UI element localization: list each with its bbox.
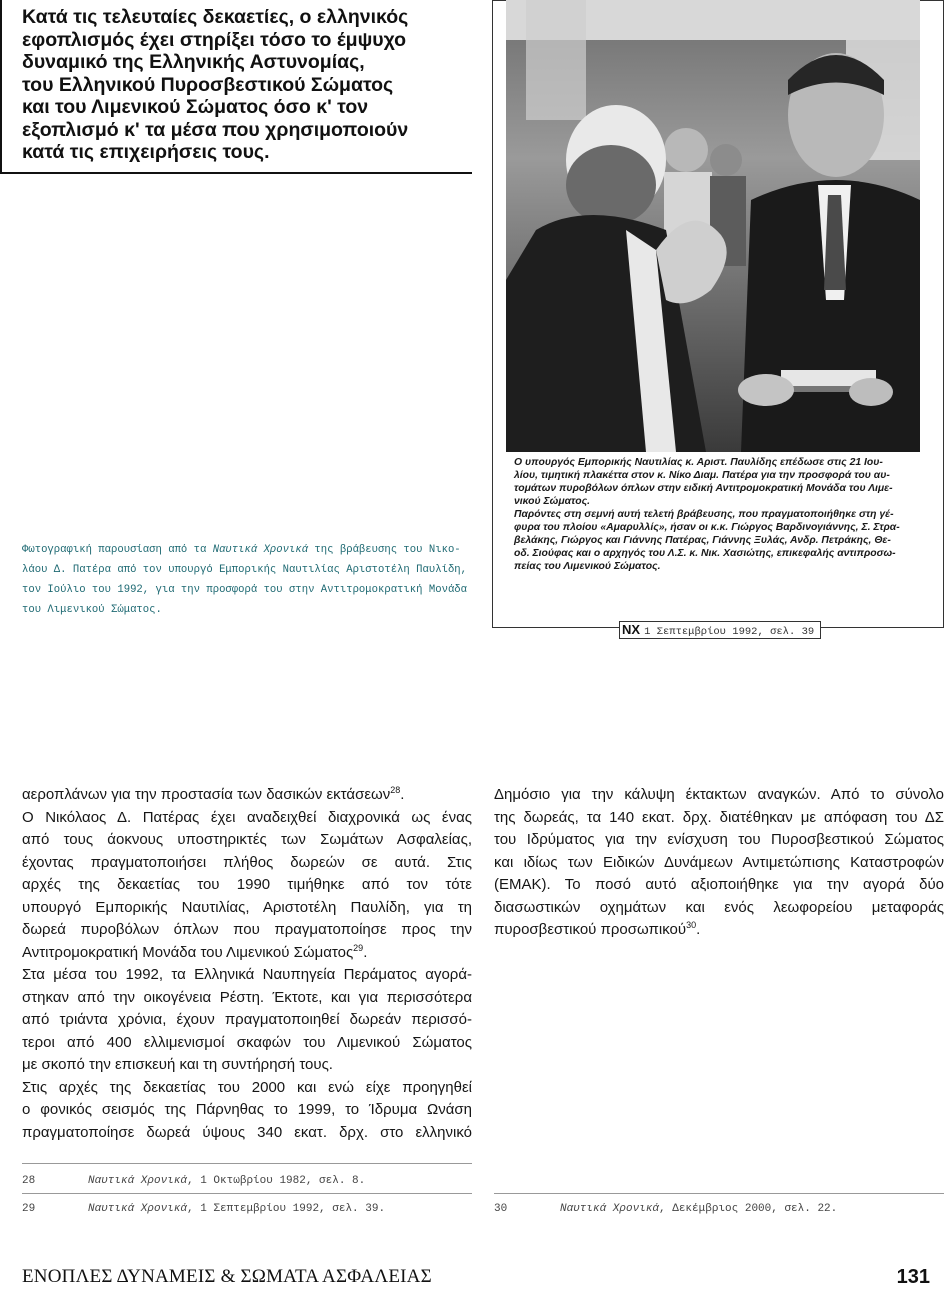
body-line: έχοντας πραγματοποιήσει πλήθος δωρεών σε αυτά. Στις bbox=[22, 853, 472, 871]
clipping-caption-line: νικού Σώματος. bbox=[514, 496, 591, 507]
body-line bbox=[494, 919, 944, 942]
footnote-29 bbox=[22, 1202, 385, 1216]
running-footer-title: ΕΝΟΠΛΕΣ ΔΥΝΑΜΕΙΣ & ΣΩΜΑΤΑ ΑΣΦΑΛΕΙΑΣ bbox=[22, 1266, 432, 1287]
body-line: και ιδίως των Ειδικών Δυνάμεων Αντιμετώπισης Καταστροφών bbox=[494, 853, 944, 871]
clipping-source-date: 1 Σεπτεμβρίου 1992, σελ. 39 bbox=[644, 626, 815, 638]
clipping-caption-line: Ο υπουργός Εμπορικής Ναυτιλίας κ. Αριστ. Παυλίδης επέδωσε στις 21 Ιου- bbox=[514, 457, 883, 468]
footnote-divider bbox=[494, 1193, 944, 1194]
body-text: πυροσβεστικού προσωπικού bbox=[494, 921, 687, 938]
footnote-30 bbox=[494, 1202, 837, 1216]
clipping-caption bbox=[514, 456, 924, 573]
body-text: Αντιτρομοκρατική Μονάδα του Λιμενικού Σώματος bbox=[22, 943, 354, 961]
body-line: διασωστικών οχημάτων και ενός λεωφορείου μεταφοράς bbox=[494, 898, 944, 916]
footnote-ref[interactable]: 30 bbox=[686, 920, 697, 930]
footnote-ref[interactable]: 29 bbox=[353, 942, 364, 953]
pull-quote-line: κατά τις επιχειρήσεις τους. bbox=[22, 141, 270, 163]
body-line: της δωρεάς, τα 140 εκατ. δρχ. διατέθηκαν με απόφαση του ΔΣ bbox=[494, 808, 944, 826]
body-text: αεροπλάνων για την προστασία των δασικών εκτάσεων bbox=[22, 786, 391, 803]
body-line: από τριάντα χρόνια, έχουν πραγματοποιηθεί δωρεάν περισσό- bbox=[22, 1011, 472, 1028]
pull-quote-line: εξοπλισμό κ' τα μέσα που χρησιμοποιούν bbox=[22, 118, 409, 141]
body-line bbox=[22, 942, 472, 965]
body-text: . bbox=[696, 921, 701, 938]
clipping-caption-line: τομάτων πυροβόλων όπλων στην ειδική Αντιτρομοκρατική Μονάδα του Λιμε- bbox=[514, 483, 893, 494]
footnote-publication: Ναυτικά Χρονικά bbox=[88, 1203, 188, 1215]
body-line: αρχές της δεκαετίας του 1990 τιμήθηκε από τον τότε bbox=[22, 876, 472, 893]
newspaper-logo: NX bbox=[622, 622, 641, 637]
award-ceremony-photo bbox=[506, 0, 920, 452]
clipping-caption-line: φυρα του πλοίου «Αμαρυλλίς», ήσαν οι κ.κ. Γιώργος Βαρδινογιάννης, Σ. Στρα- bbox=[514, 522, 900, 533]
pull-quote-line: εφοπλισμός έχει στηρίξει τόσο το έμψυχο bbox=[22, 28, 407, 51]
body-line: πραγματοποίησε δωρεά ύψους 340 εκατ. δρχ. στο ελληνικό bbox=[22, 1123, 472, 1141]
clipping-caption-line: οδ. Σιούφας και ο αρχηγός του Λ.Σ. κ. Νικ. Χασιώτης, επικεφαλής αντιπροσω- bbox=[514, 548, 896, 559]
body-line: δωρεά πυροβόλων όπλων που πραγματοποίησε προς την bbox=[22, 921, 472, 938]
footnote-number: 29 bbox=[22, 1203, 36, 1215]
body-line: ο φονικός σεισμός της Πάρνηθας το 1999, το Ίδρυμα Ωνάση bbox=[22, 1101, 472, 1118]
footnote-number: 30 bbox=[494, 1203, 508, 1215]
clipping-caption-line: λίου, τιμητική πλακέττα στον κ. Νίκο Διαμ. Πατέρα για την προσφορά του αυ- bbox=[514, 470, 890, 481]
body-text: . bbox=[400, 786, 405, 803]
footnote-text bbox=[88, 1203, 385, 1215]
body-line: από τους άοκνους υποστηρικτές των Σωμάτων Ασφαλείας, bbox=[22, 831, 472, 848]
footnote-ref[interactable]: 28 bbox=[390, 785, 401, 795]
photo-note-text: Φωτογραφική παρουσίαση από τα bbox=[22, 544, 213, 556]
body-line: Δημόσιο για την κάλυψη έκτακτων αναγκών. Από το σύνολο bbox=[494, 786, 944, 803]
body-line: στηκαν από την οικογένεια Ρέστη. Έκτοτε, και για περισσότερα bbox=[22, 988, 472, 1006]
footnote-citation: , 1 Οκτωβρίου 1982, σελ. 8. bbox=[187, 1175, 366, 1187]
body-line: υπουργό Εμπορικής Ναυτιλίας, Αριστοτέλη Παυλίδη, για τη bbox=[22, 898, 472, 916]
clipping-caption-line: βελάκης, Γιώργος και Γιάννης Πατέρας, Γιάννης Ξυλάς, Ανδρ. Πετράκης, Θε- bbox=[514, 535, 891, 546]
footnote-publication: Ναυτικά Χρονικά bbox=[560, 1203, 660, 1215]
body-line: Ο Νικόλαος Δ. Πατέρας έχει αναδειχθεί διαχρονικά ως ένας bbox=[22, 808, 472, 826]
page-number: 131 bbox=[896, 1266, 930, 1288]
footnote-publication: Ναυτικά Χρονικά bbox=[88, 1175, 188, 1187]
footnote-text bbox=[560, 1203, 837, 1215]
body-text: . bbox=[363, 943, 368, 961]
pull-quote-line: και του Λιμενικού Σώματος όσο κ' τον bbox=[22, 96, 369, 118]
photo-note-line: τον Ιούλιο του 1992, για την προσφορά του στην Αντιτρομοκρατική Μονάδα bbox=[22, 584, 468, 596]
pull-quote-line: του Ελληνικού Πυροσβεστικού Σώματος bbox=[22, 73, 394, 96]
body-line bbox=[22, 784, 472, 807]
body-line: Στις αρχές της δεκαετίας του 2000 και ενώ είχε προηγηθεί bbox=[22, 1078, 472, 1096]
body-line: με σκοπό την επισκευή και τη συντήρησή τους. bbox=[22, 1056, 333, 1073]
clipping-caption-line: πείας του Λιμενικού Σώματος. bbox=[514, 561, 661, 572]
body-line: (ΕΜΑΚ). Το ποσό αυτό αξιοποιήθηκε για την αγορά δύο bbox=[494, 876, 944, 893]
photo-note bbox=[22, 540, 482, 620]
photo-note-line: του Λιμενικού Σώματος. bbox=[22, 604, 162, 616]
footnote-number: 28 bbox=[22, 1175, 36, 1187]
photo-note-publication: Ναυτικά Χρονικά bbox=[212, 544, 309, 556]
photo-note-text: της βράβευσης του Νικο- bbox=[308, 544, 461, 556]
body-column-right bbox=[494, 784, 944, 942]
photo-note-line bbox=[22, 540, 482, 560]
footnote-citation: , 1 Σεπτεμβρίου 1992, σελ. 39. bbox=[187, 1203, 386, 1215]
body-line: τεροι από 400 ελλιμενισμοί σκαφών του Λιμενικού Σώματος bbox=[22, 1033, 472, 1051]
body-column-left bbox=[22, 784, 472, 1144]
clipping-source-tag bbox=[619, 621, 821, 639]
footnote-divider bbox=[22, 1163, 472, 1164]
pull-quote-line: δυναμικό της Ελληνικής Αστυνομίας, bbox=[22, 51, 365, 73]
photo-note-line: λάου Δ. Πατέρα από τον υπουργό Εμπορικής Ναυτιλίας Αριστοτέλη Παυλίδη, bbox=[22, 564, 468, 576]
footnote-citation: , Δεκέμβριος 2000, σελ. 22. bbox=[659, 1203, 838, 1215]
pull-quote-line: Κατά τις τελευταίες δεκαετίες, ο ελληνικός bbox=[22, 6, 409, 28]
footnote-28 bbox=[22, 1174, 365, 1188]
footnote-divider bbox=[22, 1193, 472, 1194]
clipping-caption-line: Παρόντες στη σεμνή αυτή τελετή βράβευσης, που πραγματοποιήθηκε στη γέ- bbox=[514, 509, 894, 520]
body-line: του Ιδρύματος για την ενίσχυση του Πυροσβεστικού Σώματος bbox=[494, 831, 944, 848]
body-line: Στα μέσα του 1992, τα Ελληνικά Ναυπηγεία Περάματος αγορά- bbox=[22, 966, 472, 983]
footnote-text bbox=[88, 1175, 365, 1187]
pull-quote bbox=[22, 6, 462, 164]
